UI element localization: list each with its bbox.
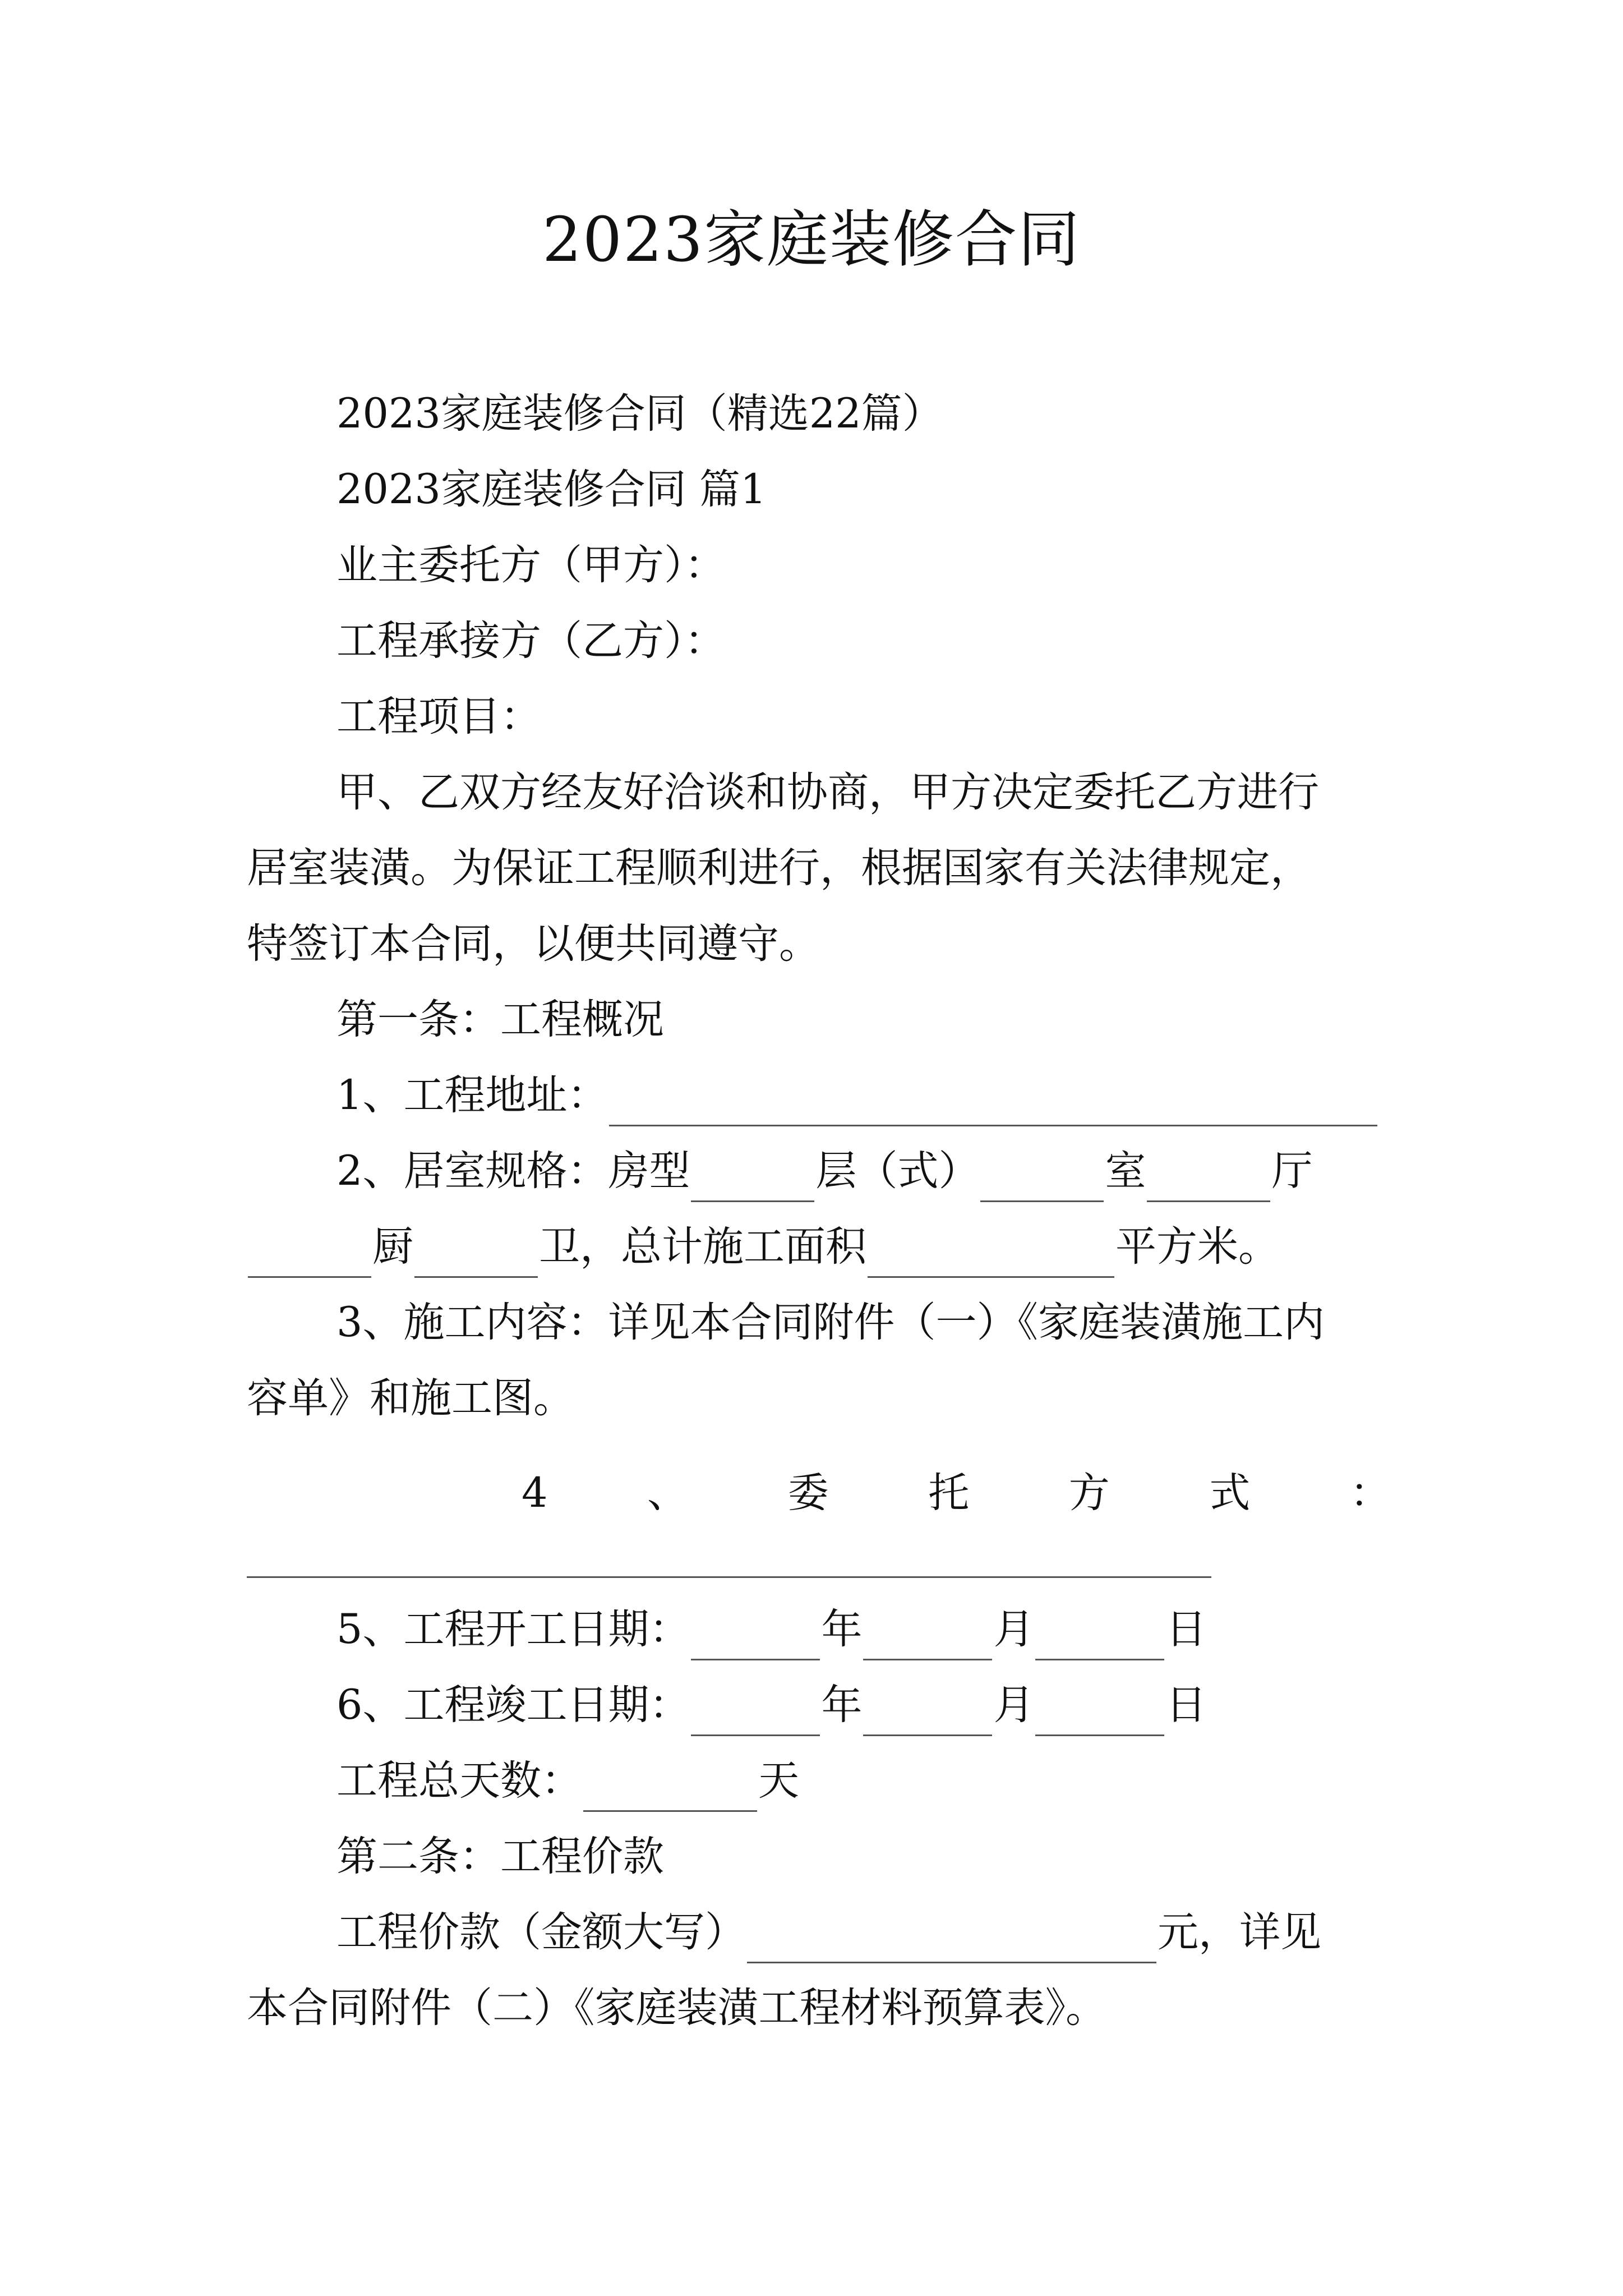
section-heading: 2023家庭装修合同 篇1 bbox=[336, 466, 767, 513]
item-4-char: ： bbox=[1349, 1469, 1391, 1517]
project-line: 工程项目： bbox=[336, 693, 541, 740]
end-year-blank[interactable] bbox=[691, 1690, 820, 1736]
year-label: 年 bbox=[821, 1681, 863, 1729]
days-unit: 天 bbox=[758, 1757, 799, 1805]
item-6-end-date bbox=[336, 1674, 1206, 1736]
kitchen-label: 厨 bbox=[372, 1223, 413, 1271]
item-3-line-2: 容单》和施工图。 bbox=[247, 1374, 574, 1422]
start-day-blank[interactable] bbox=[1035, 1614, 1164, 1660]
area-unit: 平方米。 bbox=[1115, 1223, 1279, 1271]
start-date-label: 5、工程开工日期： bbox=[336, 1605, 690, 1653]
item-5-start-date bbox=[336, 1599, 1206, 1660]
item-1-label: 1、工程地址： bbox=[336, 1071, 608, 1119]
house-type-blank[interactable] bbox=[691, 1156, 814, 1202]
area-blank[interactable] bbox=[868, 1231, 1114, 1278]
bath-area-label: 卫，总计施工面积 bbox=[539, 1223, 866, 1271]
article-2-heading: 第二条：工程价款 bbox=[336, 1833, 664, 1880]
document-title: 2023家庭装修合同 bbox=[542, 204, 1081, 275]
price-line-2: 本合同附件（二）《家庭装潢工程材料预算表》。 bbox=[247, 1984, 1106, 2032]
price-line-1 bbox=[336, 1902, 1321, 1963]
year-label: 年 bbox=[821, 1605, 863, 1653]
document-subtitle: 2023家庭装修合同（精选22篇） bbox=[336, 390, 943, 438]
item-4-char: 托 bbox=[928, 1469, 970, 1517]
price-amount-blank[interactable] bbox=[747, 1917, 1156, 1963]
month-label: 月 bbox=[993, 1605, 1035, 1653]
party-a-line: 业主委托方（甲方）： bbox=[336, 541, 726, 589]
floor-label: 层（式） bbox=[815, 1147, 980, 1195]
price-label: 工程价款（金额大写） bbox=[336, 1908, 746, 1956]
end-date-label: 6、工程竣工日期： bbox=[336, 1681, 690, 1729]
item-2-label: 2、居室规格：房型 bbox=[336, 1147, 690, 1195]
day-label: 日 bbox=[1165, 1681, 1207, 1729]
item-4-char: 、 bbox=[647, 1469, 689, 1517]
kitchen-blank[interactable] bbox=[414, 1231, 538, 1278]
total-days-blank[interactable] bbox=[583, 1765, 757, 1812]
item-3-line-1: 3、施工内容：详见本合同附件（一）《家庭装潢施工内 bbox=[336, 1299, 1325, 1346]
preamble-line-1: 甲、乙双方经友好洽谈和协商，甲方决定委托乙方进行 bbox=[336, 769, 1319, 816]
preamble-line-3: 特签订本合同，以便共同遵守。 bbox=[247, 920, 820, 968]
article-1-heading: 第一条：工程概况 bbox=[336, 996, 664, 1043]
hall-blank[interactable] bbox=[248, 1231, 371, 1278]
item-4-commission-method bbox=[522, 1462, 1391, 1524]
day-label: 日 bbox=[1165, 1605, 1207, 1653]
item-4-char: 4 bbox=[522, 1469, 548, 1517]
end-month-blank[interactable] bbox=[863, 1690, 992, 1736]
item-4-char: 委 bbox=[787, 1469, 829, 1517]
item-2-spec-line-2 bbox=[247, 1216, 1279, 1278]
hall-label: 厅 bbox=[1271, 1147, 1313, 1195]
address-blank[interactable] bbox=[609, 1080, 1377, 1126]
party-b-line: 工程承接方（乙方）： bbox=[336, 617, 726, 665]
commission-method-blank[interactable] bbox=[247, 1576, 1211, 1578]
preamble-line-2: 居室装潢。为保证工程顺利进行，根据国家有关法律规定， bbox=[247, 844, 1311, 892]
start-year-blank[interactable] bbox=[691, 1614, 820, 1660]
item-4-char: 式 bbox=[1209, 1469, 1251, 1517]
room-label: 室 bbox=[1105, 1147, 1146, 1195]
month-label: 月 bbox=[993, 1681, 1035, 1729]
item-1-address bbox=[336, 1065, 1378, 1126]
item-4-char: 方 bbox=[1068, 1469, 1110, 1517]
start-month-blank[interactable] bbox=[863, 1614, 992, 1660]
room-blank[interactable] bbox=[1147, 1156, 1270, 1202]
end-day-blank[interactable] bbox=[1035, 1690, 1164, 1736]
floor-blank[interactable] bbox=[980, 1156, 1104, 1202]
total-days-line bbox=[336, 1750, 799, 1812]
item-2-spec-line-1 bbox=[336, 1140, 1312, 1202]
total-days-label: 工程总天数： bbox=[336, 1757, 582, 1805]
price-unit-see: 元，详见 bbox=[1158, 1908, 1321, 1956]
